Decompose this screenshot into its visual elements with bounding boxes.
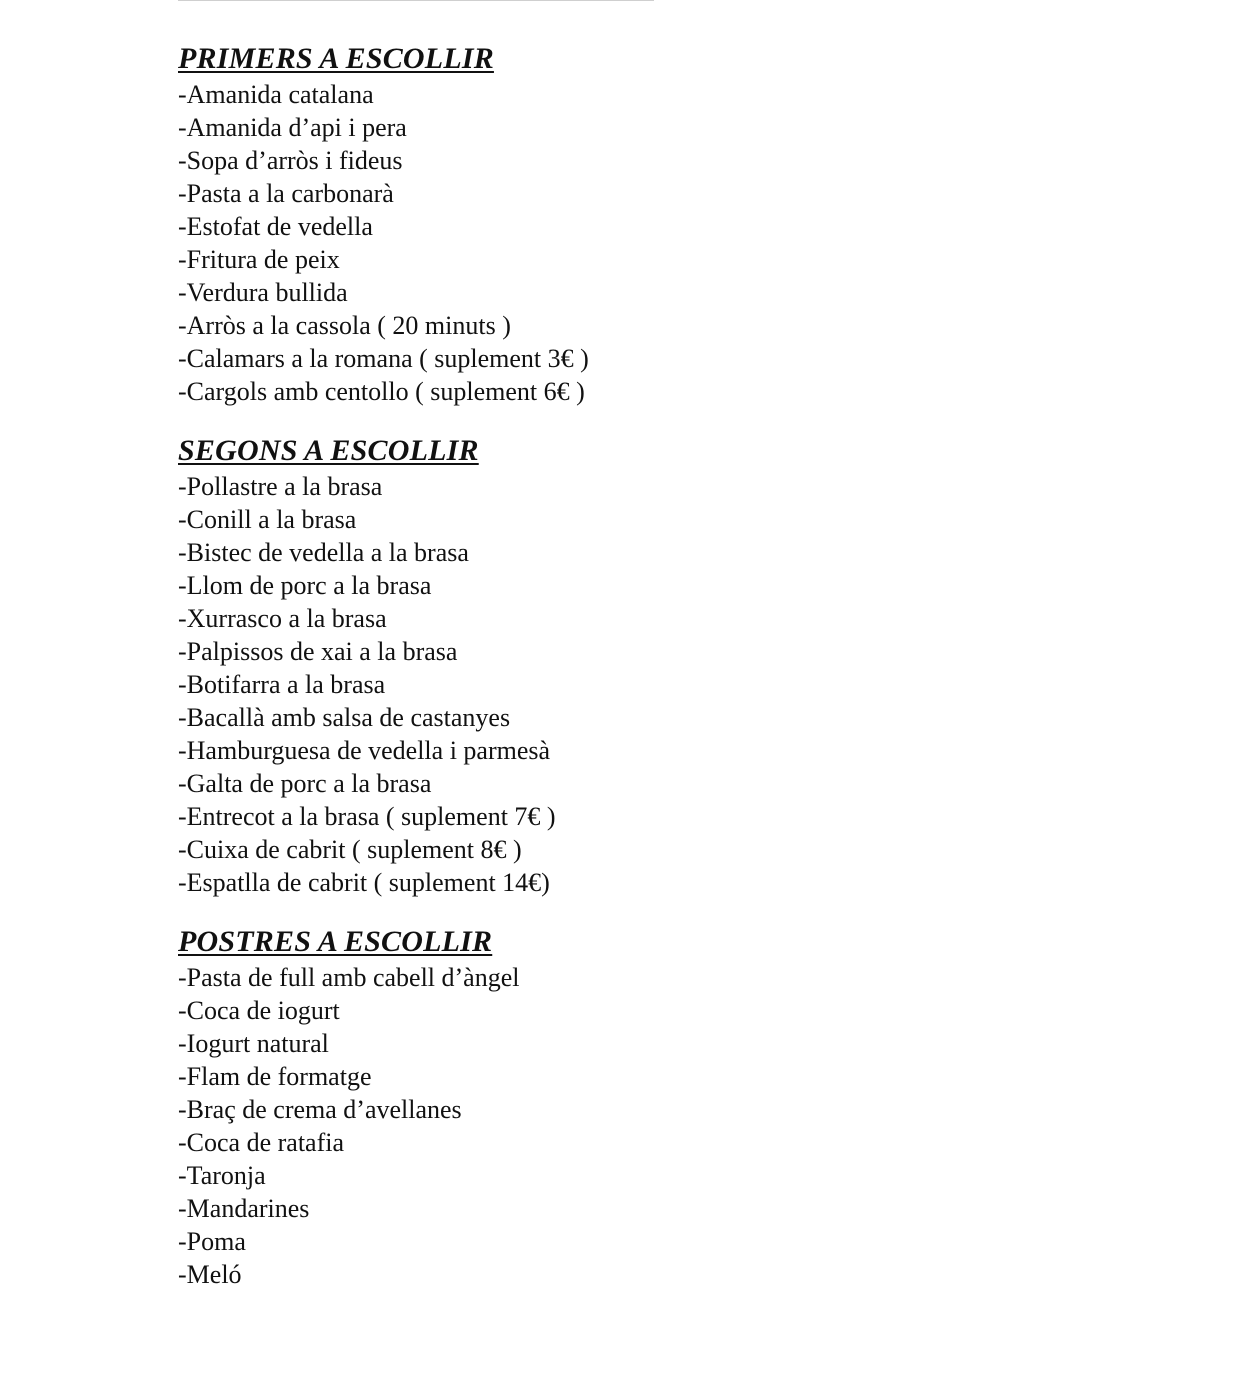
list-item: -Pasta de full amb cabell d’àngel [178,963,520,992]
list-item: -Pasta a la carbonarà [178,179,394,208]
list-item: -Fritura de peix [178,245,340,274]
segons-list [178,470,878,899]
list-item: -Botifarra a la brasa [178,670,386,699]
list-item: -Llom de porc a la brasa [178,571,432,600]
section-title-segons: SEGONS A ESCOLLIR [178,434,479,467]
list-item: -Cuixa de cabrit ( suplement 8€ ) [178,835,522,864]
section-primers [178,40,878,408]
list-item: -Espatlla de cabrit ( suplement 14€) [178,868,550,897]
list-item: -Pollastre a la brasa [178,472,383,501]
list-item: -Arròs a la cassola ( 20 minuts ) [178,311,511,340]
list-item: -Poma [178,1227,246,1256]
list-item: -Coca de ratafia [178,1128,345,1157]
list-item: -Coca de iogurt [178,996,340,1025]
list-item: -Entrecot a la brasa ( suplement 7€ ) [178,802,556,831]
list-item: -Cargols amb centollo ( suplement 6€ ) [178,377,585,406]
list-item: -Palpissos de xai a la brasa [178,637,458,666]
list-item: -Calamars a la romana ( suplement 3€ ) [178,344,589,373]
list-item: -Meló [178,1260,242,1289]
section-title-postres: POSTRES A ESCOLLIR [178,925,493,958]
list-item: -Iogurt natural [178,1029,329,1058]
menu-document [178,40,878,1291]
list-item: -Braç de crema d’avellanes [178,1095,462,1124]
list-item: -Sopa d’arròs i fideus [178,146,403,175]
list-item: -Amanida d’api i pera [178,113,407,142]
list-item: -Hamburguesa de vedella i parmesà [178,736,551,765]
list-item: -Bistec de vedella a la brasa [178,538,469,567]
list-item: -Xurrasco a la brasa [178,604,387,633]
postres-list [178,961,878,1291]
section-postres [178,923,878,1291]
list-item: -Amanida catalana [178,80,374,109]
list-item: -Estofat de vedella [178,212,373,241]
section-segons [178,432,878,899]
list-item: -Taronja [178,1161,266,1190]
list-item: -Conill a la brasa [178,505,357,534]
list-item: -Verdura bullida [178,278,348,307]
list-item: -Galta de porc a la brasa [178,769,432,798]
section-title-primers: PRIMERS A ESCOLLIR [178,42,494,75]
top-divider [178,0,654,1]
list-item: -Mandarines [178,1194,310,1223]
list-item: -Flam de formatge [178,1062,372,1091]
primers-list [178,78,878,408]
list-item: -Bacallà amb salsa de castanyes [178,703,511,732]
